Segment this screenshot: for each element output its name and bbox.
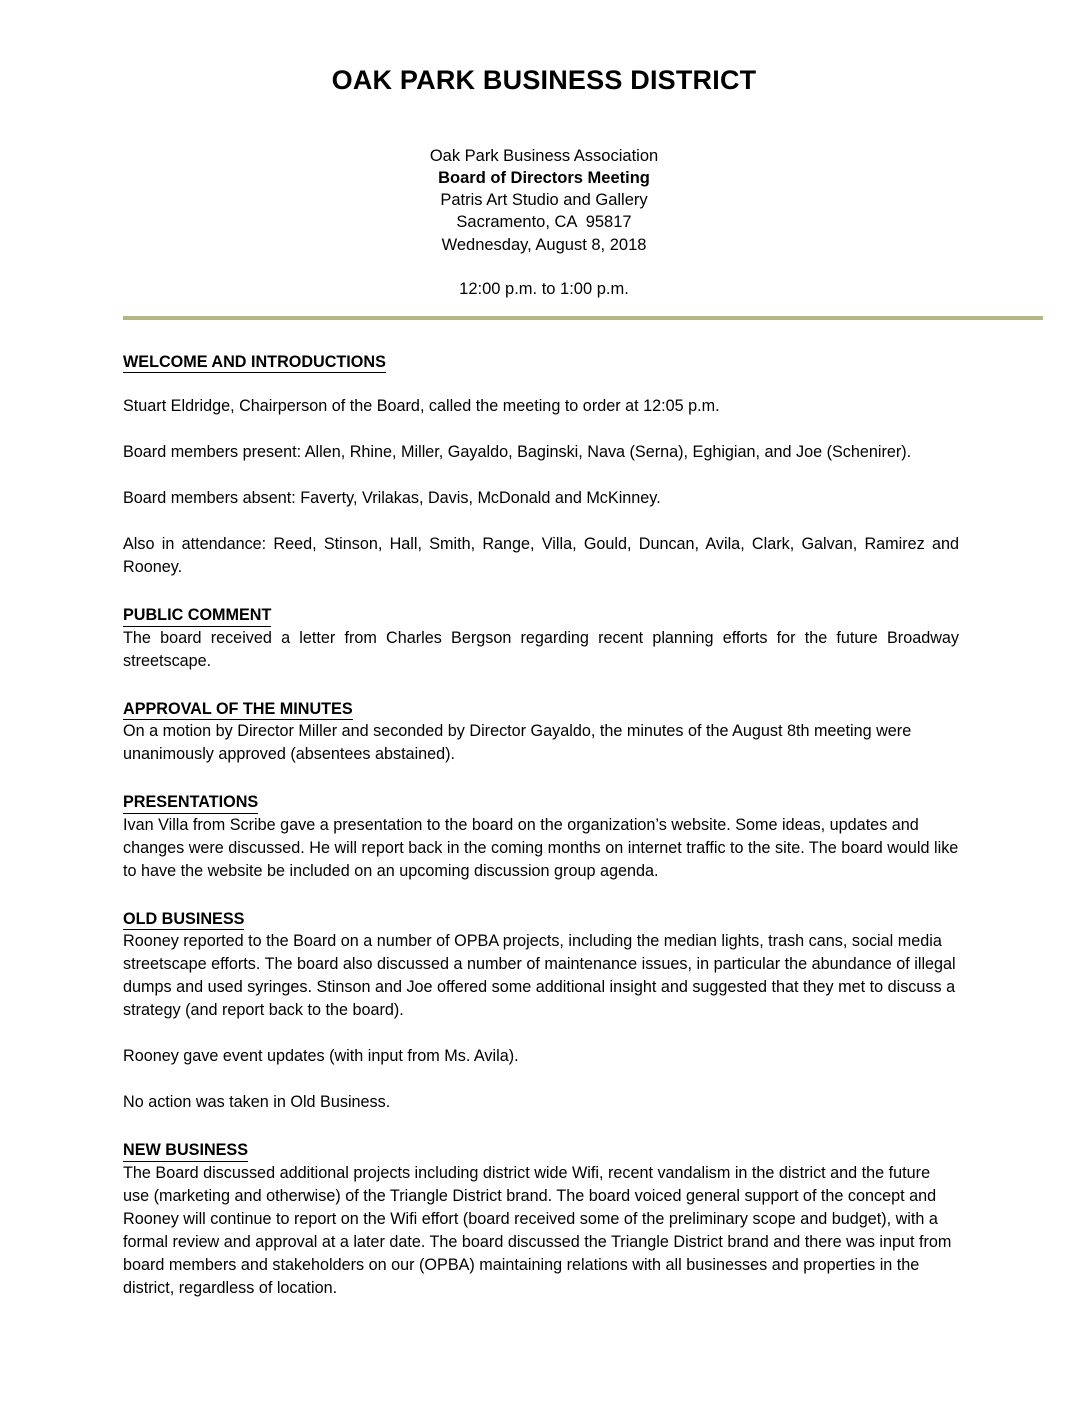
paragraph-presentations: Ivan Villa from Scribe gave a presentation to the board on the organization’s website. Some ideas, updates and changes were discussed. He will report back in the coming months on internet traffic to the site. The board would like to have the website be included on an upcoming discussion group agenda. (123, 815, 959, 880)
meeting-time: 12:00 p.m. to 1:00 p.m. (459, 279, 629, 298)
paragraph-also-in-attendance: Also in attendance: Reed, Stinson, Hall, Smith, Range, Villa, Gould, Duncan, Avila, Clark, Galvan, Ramirez and Rooney. (123, 535, 959, 577)
paragraph-members-present: Board members present: Allen, Rhine, Miller, Gayaldo, Baginski, Nava (Serna), Eghigian, and Joe (Schenirer). (123, 443, 912, 462)
paragraph-public-comment: The board received a letter from Charles Bergson regarding recent planning efforts for the future Broadway streetscape. (123, 628, 959, 670)
organization-name: Oak Park Business Association (429, 146, 659, 165)
meeting-type: Board of Directors Meeting (438, 168, 650, 187)
section-heading-old-business: OLD BUSINESS (123, 909, 244, 931)
paragraph-old-business-no-action: No action was taken in Old Business. (123, 1093, 391, 1112)
section-heading-presentations: PRESENTATIONS (123, 792, 258, 814)
section-heading-welcome-and-introductions: WELCOME AND INTRODUCTIONS (123, 352, 386, 374)
header-divider-rule (123, 316, 1043, 320)
meeting-date: Wednesday, August 8, 2018 (441, 235, 647, 254)
section-heading-approval-of-the-minutes: APPROVAL OF THE MINUTES (123, 699, 353, 721)
section-heading-row-presentations (123, 791, 959, 814)
section-heading-row-old-business (123, 908, 959, 931)
meeting-header-block (123, 145, 965, 300)
paragraph-old-business-event-updates: Rooney gave event updates (with input from Ms. Avila). (123, 1047, 519, 1066)
page-title: OAK PARK BUSINESS DISTRICT (331, 65, 757, 95)
section-heading-row-welcome (123, 351, 959, 374)
venue-city-state-zip: Sacramento, CA 95817 (456, 213, 632, 232)
paragraph-new-business: The Board discussed additional projects including district wide Wifi, recent vandalism in the district and the future use (marketing and otherwise) of the Triangle District brand. The board voiced general support of the concept and Rooney will continue to report on the Wifi effort (board received some of the preliminary scope and budget), with a formal review and approval at a later date. The board discussed the Triangle District brand and there was input from board members and stakeholders on our (OPBA) maintaining relations with all businesses and properties in the district, regardless of location. (123, 1163, 952, 1297)
section-heading-new-business: NEW BUSINESS (123, 1140, 248, 1162)
section-heading-row-new-business (123, 1139, 959, 1162)
venue-name: Patris Art Studio and Gallery (440, 191, 648, 210)
minutes-body (123, 351, 959, 1300)
paragraph-old-business-projects: Rooney reported to the Board on a number of OPBA projects, including the median lights, trash cans, social media streetscape efforts. The board also discussed a number of maintenance issues, in particular the abundance of illegal dumps and used syringes. Stinson and Joe offered some additional insight and suggested that they met to discuss a strategy (and report back to the board). (123, 932, 956, 1020)
paragraph-call-to-order: Stuart Eldridge, Chairperson of the Board, called the meeting to order at 12:05 p.m. (123, 397, 720, 416)
section-heading-row-public-comment (123, 604, 959, 627)
paragraph-members-absent: Board members absent: Faverty, Vrilakas, Davis, McDonald and McKinney. (123, 489, 661, 508)
section-heading-row-approval-of-minutes (123, 698, 959, 721)
section-heading-public-comment: PUBLIC COMMENT (123, 605, 271, 627)
paragraph-approval-of-minutes: On a motion by Director Miller and seconded by Director Gayaldo, the minutes of the August 8th meeting were unanimously approved (absentees abstained). (123, 722, 912, 764)
